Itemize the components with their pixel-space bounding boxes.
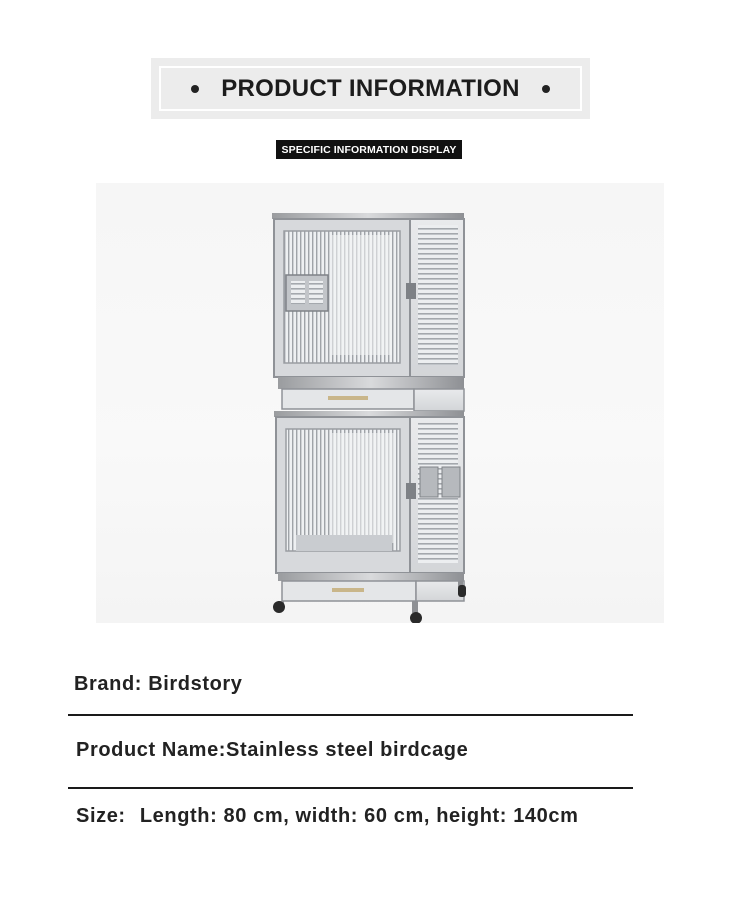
brand-row: [74, 673, 243, 696]
divider: [68, 787, 633, 789]
page-title: PRODUCT INFORMATION: [221, 74, 520, 102]
birdcage-icon: [96, 183, 664, 623]
size-value: Length: 80 cm, width: 60 cm, height: 140cm: [139, 805, 579, 827]
product-name-label: Product Name:: [76, 739, 227, 761]
divider: [68, 714, 633, 716]
bullet-dot-icon: [191, 85, 199, 93]
section-subtitle-badge: SPECIFIC INFORMATION DISPLAY: [276, 140, 462, 159]
size-row: [76, 805, 578, 828]
header-banner: [151, 58, 590, 119]
product-photo: [96, 183, 664, 623]
brand-label: Brand:: [74, 673, 143, 695]
product-name-value: Stainless steel birdcage: [226, 739, 469, 761]
bullet-dot-icon: [542, 85, 550, 93]
brand-value: Birdstory: [148, 673, 243, 695]
header-banner-inner: [159, 66, 582, 111]
size-label: Size:: [76, 805, 126, 827]
product-name-row: [76, 739, 468, 762]
